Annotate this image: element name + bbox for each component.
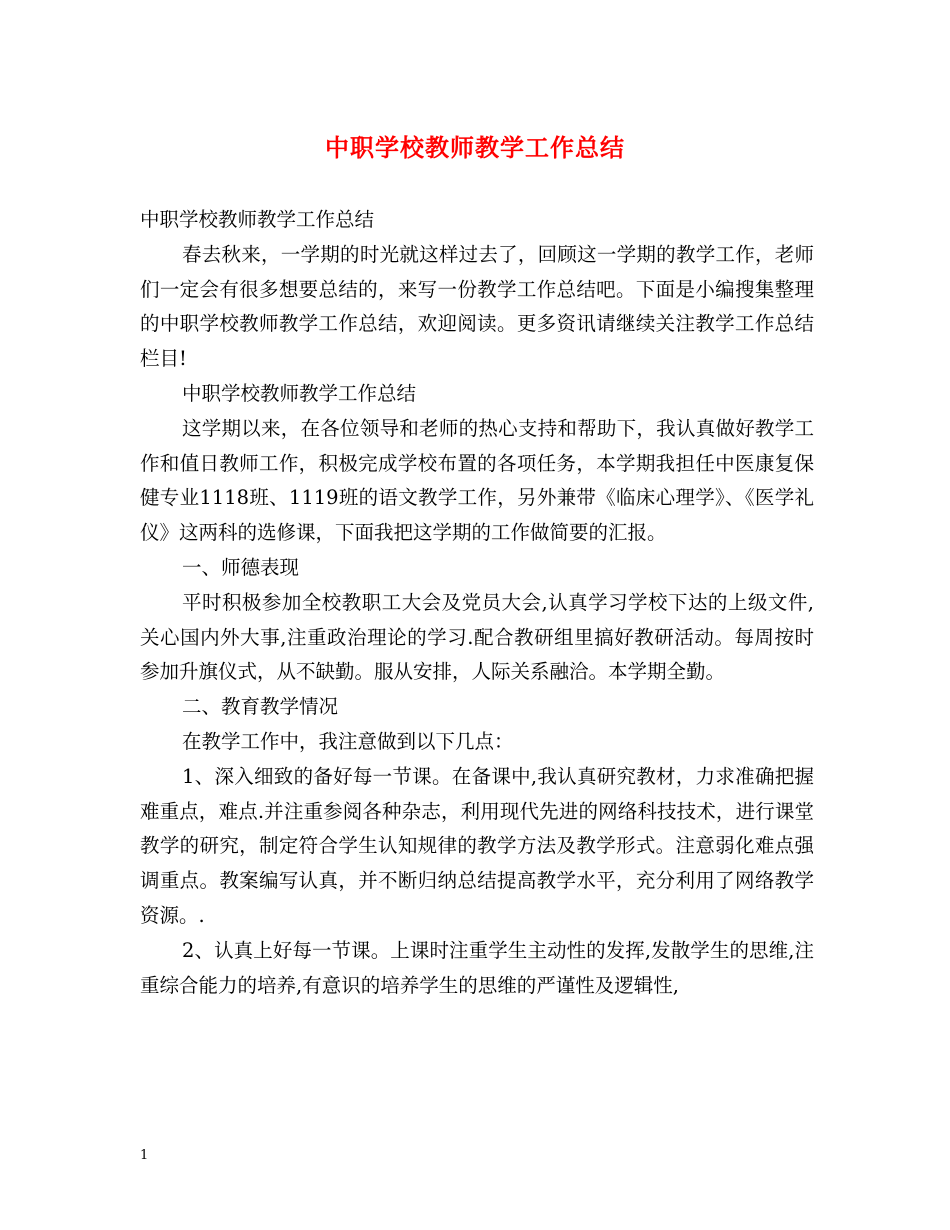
body-paragraph: 在教学工作中，我注意做到以下几点： (182, 729, 514, 753)
body-paragraph: 二、教育教学情况 (182, 695, 339, 719)
document-title: 中职学校教师教学工作总结 (325, 133, 625, 162)
document-body (140, 203, 814, 1003)
body-paragraph: 2、认真上好每一节课。上课时注重学生主动性的发挥,发散学生的思维,注重综合能力的培养,有意识的培养学生的思维的严谨性及逻辑性, (140, 938, 814, 997)
page-number: 1 (140, 1148, 149, 1163)
body-paragraph: 平时积极参加全校教职工大会及党员大会,认真学习学校下达的上级文件,关心国内外大事,注重政治理论的学习.配合教研组里搞好教研活动。每周按时参加升旗仪式，从不缺勤。服从安排，人际关系融洽。本学期全勤。 (140, 590, 814, 684)
body-paragraph: 一、师德表现 (182, 555, 300, 579)
body-paragraph: 中职学校教师教学工作总结 (140, 208, 375, 231)
body-paragraph: 1、深入细致的备好每一节课。在备课中,我认真研究教材，力求准确把握难重点，难点.并注重参阅各种杂志，利用现代先进的网络科技技术，进行课堂教学的研究，制定符合学生认知规律的教学方法及教学形式。注意弱化难点强调重点。教案编写认真，并不断归纳总结提高教学水平，充分利用了网络教学资源。. (140, 764, 814, 927)
body-paragraph: 中职学校教师教学工作总结 (182, 381, 417, 405)
body-paragraph: 这学期以来，在各位领导和老师的热心支持和帮助下，我认真做好教学工作和值日教师工作，积极完成学校布置的各项任务，本学期我担任中医康复保健专业1118班、1119班的语文教学工作，另外兼带《临床心理学》、《医学礼仪》这两科的选修课，下面我把这学期的工作做简要的汇报。 (140, 416, 814, 545)
body-paragraph: 春去秋来，一学期的时光就这样过去了，回顾这一学期的教学工作，老师们一定会有很多想要总结的，来写一份教学工作总结吧。下面是小编搜集整理的中职学校教师教学工作总结，欢迎阅读。更多资讯请继续关注教学工作总结栏目! (140, 242, 814, 371)
